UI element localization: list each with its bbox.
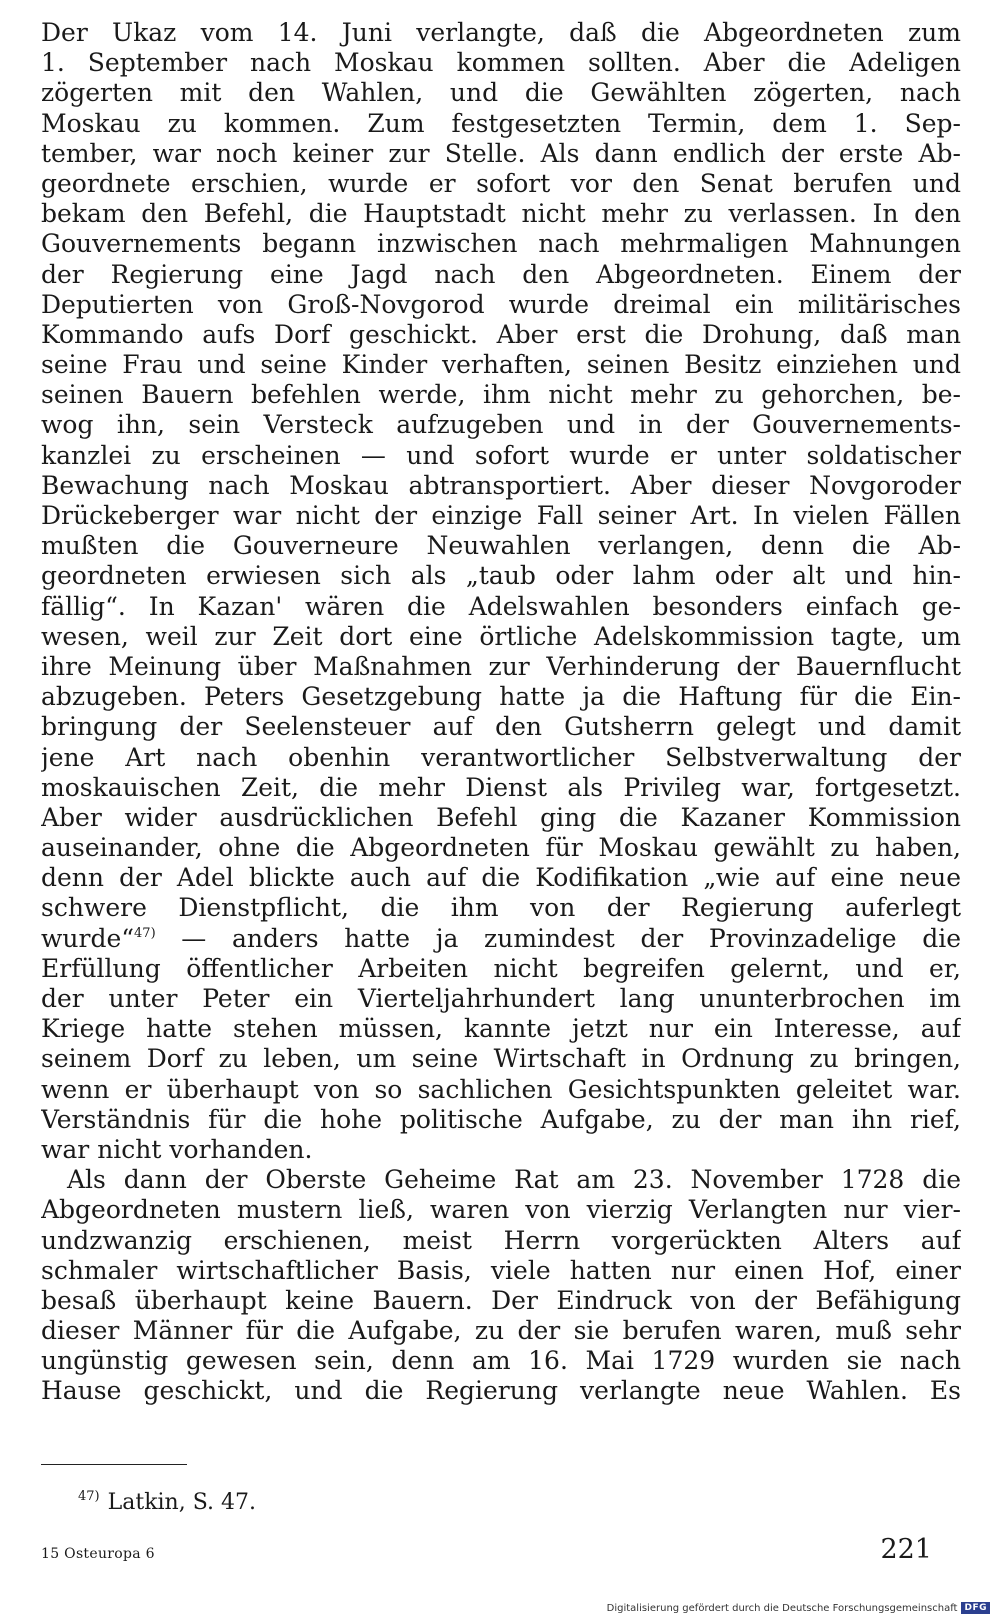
text-line: dieser Männer für die Aufgabe, zu der sie berufen waren, muß sehr — [41, 1316, 961, 1346]
text-line: 1. September nach Moskau kommen sollten. Aber die Adeligen — [41, 48, 961, 78]
printer-signature: 15 Osteuropa 6 — [41, 1546, 155, 1562]
text-fragment: wurde“ — [41, 923, 135, 953]
banner-text: Digitalisierung gefördert durch die Deutsche Forschungsgemeinschaft — [606, 1602, 958, 1614]
page-number: 221 — [880, 1534, 932, 1565]
text-line: fällig“. In Kazan' wären die Adelswahlen besonders einfach ge- — [41, 591, 961, 621]
text-line: Moskau zu kommen. Zum festgesetzten Termin, dem 1. Sep- — [41, 108, 961, 138]
text-line: der unter Peter ein Vierteljahrhundert lang ununterbrochen im — [41, 984, 961, 1013]
text-line: Abgeordneten mustern ließ, waren von vierzig Verlangten nur vier- — [41, 1195, 961, 1225]
footnote-marker: 47) — [78, 1489, 100, 1504]
text-line: Erfüllung öffentlicher Arbeiten nicht begreifen gelernt, und er, — [41, 953, 961, 983]
text-line: Der Ukaz vom 14. Juni verlangte, daß die Abgeordneten zum — [41, 18, 961, 47]
text-line: Aber wider ausdrücklichen Befehl ging die Kazaner Kommission — [41, 802, 961, 832]
text-line: wog ihn, sein Versteck aufzugeben und in der Gouvernements- — [41, 410, 961, 440]
text-line: Hause geschickt, und die Regierung verlangte neue Wahlen. Es — [41, 1376, 961, 1406]
text-line: schwere Dienstpflicht, die ihm von der Regierung auferlegt — [41, 893, 961, 923]
text-line: Drückeberger war nicht der einzige Fall seiner Art. In vielen Fällen — [41, 501, 961, 530]
text-line: seinen Bauern befehlen werde, ihm nicht mehr zu gehorchen, be- — [41, 380, 961, 410]
text-line-with-footnote-ref — [41, 924, 961, 954]
text-line: kanzlei zu erscheinen — und sofort wurde er unter soldatischer — [41, 440, 961, 470]
text-line: Kommando aufs Dorf geschickt. Aber erst die Drohung, daß man — [41, 319, 961, 349]
digitization-banner — [607, 1602, 990, 1614]
text-line: seine Frau und seine Kinder verhaften, seinen Besitz einziehen und — [41, 350, 961, 380]
text-line: geordnete erschien, wurde er sofort vor den Senat berufen und — [41, 168, 961, 198]
text-line: der Regierung eine Jagd nach den Abgeordneten. Einem der — [41, 259, 961, 289]
text-fragment: — anders hatte ja zumindest der Provinzadelige die — [155, 923, 961, 953]
text-line: Deputierten von Groß-Novgorod wurde dreimal ein militärisches — [41, 289, 961, 319]
text-line: wesen, weil zur Zeit dort eine örtliche Adelskommission tagte, um — [41, 621, 961, 651]
text-line: tember, war noch keiner zur Stelle. Als dann endlich der erste Ab- — [41, 138, 961, 168]
text-line: mußten die Gouverneure Neuwahlen verlangen, denn die Ab- — [41, 531, 961, 561]
text-line: wenn er überhaupt von so sachlichen Gesichtspunkten geleitet war. — [41, 1074, 961, 1104]
text-line: ungünstig gewesen sein, denn am 16. Mai 1729 wurden sie nach — [41, 1346, 961, 1376]
footnote — [78, 1483, 256, 1517]
text-line: bekam den Befehl, die Hauptstadt nicht mehr zu verlassen. In den — [41, 199, 961, 229]
text-line: Gouvernements begann inzwischen nach mehrmaligen Mahnungen — [41, 229, 961, 259]
text-line: zögerten mit den Wahlen, und die Gewählten zögerten, nach — [41, 78, 961, 108]
text-line: besaß überhaupt keine Bauern. Der Eindruck von der Befähigung — [41, 1285, 961, 1315]
main-text — [41, 18, 961, 1407]
dfg-logo: DFG — [961, 1602, 990, 1614]
footnote-divider — [41, 1464, 187, 1465]
text-line: Verständnis für die hohe politische Aufgabe, zu der man ihn rief, — [41, 1104, 961, 1134]
text-line: abzugeben. Peters Gesetzgebung hatte ja die Haftung für die Ein- — [41, 682, 961, 712]
text-line: Als dann der Oberste Geheime Rat am 23. November 1728 die — [67, 1165, 961, 1195]
text-line: undzwanzig erschienen, meist Herrn vorgerückten Alters auf — [41, 1225, 961, 1255]
footnote-text: Latkin, S. 47. — [107, 1490, 256, 1515]
footnote-reference: 47) — [134, 925, 156, 941]
text-line: Kriege hatte stehen müssen, kannte jetzt nur ein Interesse, auf — [41, 1014, 961, 1044]
text-line: schmaler wirtschaftlicher Basis, viele hatten nur einen Hof, einer — [41, 1255, 961, 1285]
text-line: geordneten erwiesen sich als „taub oder lahm oder alt und hin- — [41, 561, 961, 591]
text-line: jene Art nach obenhin verantwortlicher Selbstverwaltung der — [41, 742, 961, 772]
text-line: war nicht vorhanden. — [41, 1134, 313, 1164]
text-line: Bewachung nach Moskau abtransportiert. Aber dieser Novgoroder — [41, 470, 961, 500]
text-line: bringung der Seelensteuer auf den Gutsherrn gelegt und damit — [41, 712, 961, 742]
text-line: seinem Dorf zu leben, um seine Wirtschaft in Ordnung zu bringen, — [41, 1044, 961, 1074]
text-line: ihre Meinung über Maßnahmen zur Verhinderung der Bauernflucht — [41, 651, 961, 681]
text-line: moskauischen Zeit, die mehr Dienst als Privileg war, fortgesetzt. — [41, 772, 961, 802]
text-line: denn der Adel blickte auch auf die Kodifikation „wie auf eine neue — [41, 863, 961, 893]
text-line: auseinander, ohne die Abgeordneten für Moskau gewählt zu haben, — [41, 833, 961, 863]
